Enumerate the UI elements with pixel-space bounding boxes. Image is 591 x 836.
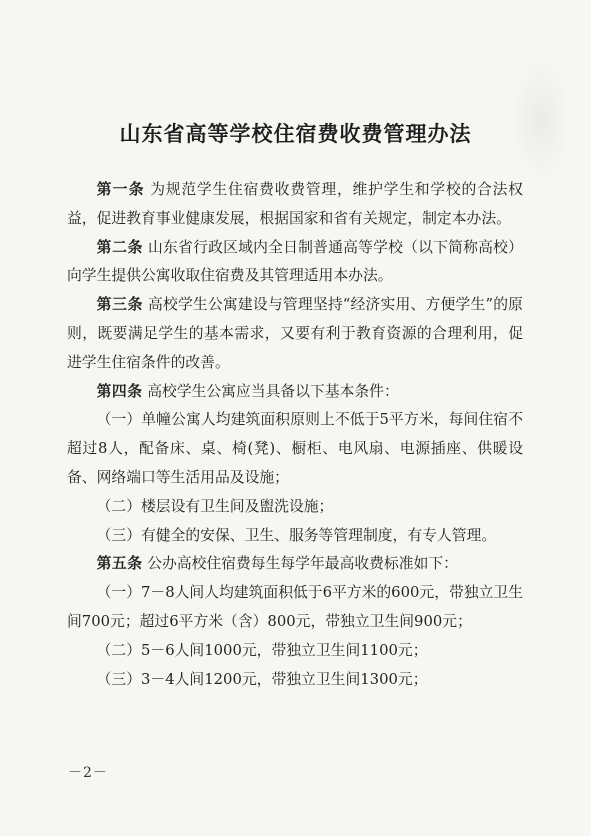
article-4-item-1: （一）单幢公寓人均建筑面积原则上不低于5平方米，每间住宿不超过8人，配备床、桌、椅(凳)、橱柜、电风扇、电源插座、供暖设备、网络端口等生活用品及设施； — [67, 411, 523, 486]
article-5-item-2: （二）5－6人间1000元，带独立卫生间1100元； — [96, 641, 428, 659]
article-label: 第一条 — [96, 181, 145, 198]
article-text: 为规范学生住宿费收费管理，维护学生和学校的合法权益，促进教育事业健康发展，根据国家和省有关规定，制定本办法。 — [67, 181, 523, 227]
article-2 — [67, 234, 523, 292]
article-3 — [67, 291, 523, 377]
article-5-item-1: （一）7－8人间人均建筑面积低于6平方米的600元，带独立卫生间700元；超过6平方米（含）800元，带独立卫生间900元； — [67, 584, 524, 630]
article-1 — [67, 176, 523, 234]
article-4 — [67, 378, 523, 407]
article-label: 第五条 — [96, 555, 143, 573]
article-label: 第二条 — [96, 238, 144, 256]
article-text: 山东省行政区域内全日制普通高等学校（以下简称高校）向学生提供公寓收取住宿费及其管理适用本办法。 — [67, 238, 523, 285]
article-5 — [67, 550, 523, 579]
document-body — [67, 176, 523, 694]
article-label: 第三条 — [96, 296, 144, 314]
article-4-item-3: （三）有健全的安保、卫生、服务等管理制度，有专人管理。 — [96, 526, 497, 544]
article-label: 第四条 — [96, 382, 143, 400]
article-5-item-3: （三）3－4人间1200元，带独立卫生间1300元； — [96, 670, 428, 688]
article-4-item-2: （二）楼层设有卫生间及盥洗设施； — [96, 497, 334, 515]
document-title: 山东省高等学校住宿费收费管理办法 — [119, 122, 472, 146]
article-text: 高校学生公寓应当具备以下基本条件： — [147, 382, 399, 400]
article-text: 公办高校住宿费每生每学年最高收费标准如下： — [147, 555, 458, 573]
article-text: 高校学生公寓建设与管理坚持“经济实用、方便学生”的原则，既要满足学生的基本需求，又要有利于教育资源的合理利用，促进学生住宿条件的改善。 — [67, 296, 523, 371]
page-number: －2－ — [68, 765, 108, 781]
